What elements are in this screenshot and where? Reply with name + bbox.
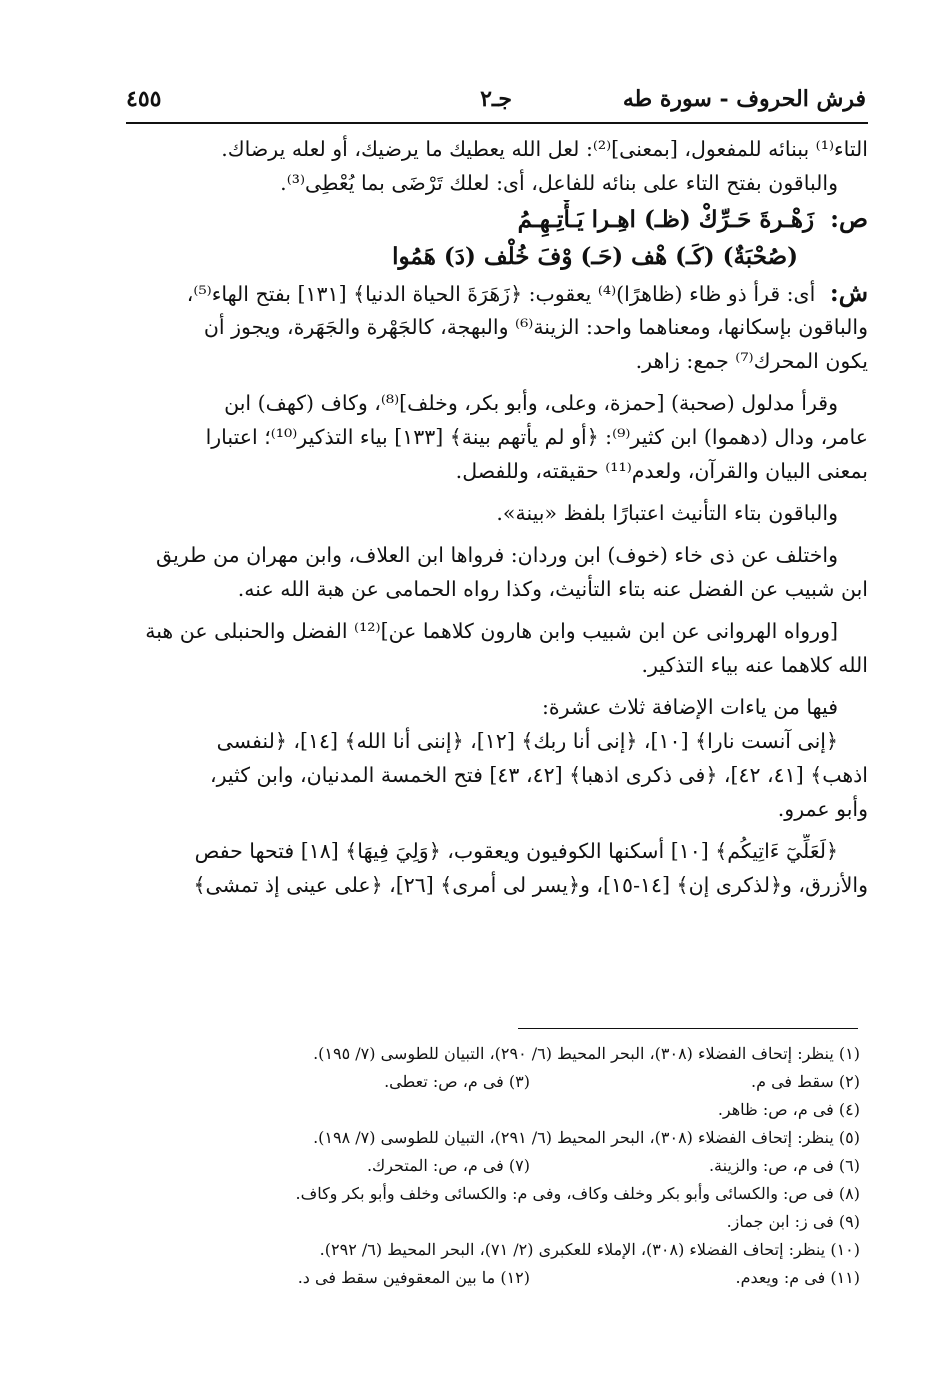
page-header	[126, 78, 866, 122]
text-line: عامر، ودال (دهموا) ابن كثير⁽⁹⁾: ﴿أو لم يأتهم بينة﴾ [١٣٣] بياء التذكير⁽¹⁰⁾؛ اعتبارا	[205, 425, 868, 449]
footnote: (٢) سقط فى م.	[750, 1072, 860, 1091]
text-line: [ورواه الهروانى عن ابن شبيب وابن هارون كلاهما عن]⁽¹²⁾ الفضل والحنبلى عن هبة	[145, 619, 838, 643]
footnote: (٧) فى م، ص: المتحرك.	[366, 1156, 530, 1175]
footnote: (٩) فى ز: ابن جماز.	[726, 1212, 860, 1231]
footnote: (٥) ينظر: إتحاف الفضلاء (٣٠٨)، البحر المحيط (٦/ ٢٩١)، التبيان للطوسى (٧/ ١٩٨).	[313, 1128, 860, 1147]
text-line: ﴿لَعَلِّيٓ ءَاتِيكُم﴾ [١٠] أسكنها الكوفيون ويعقوب، ﴿وَلِيَ فِيهَا﴾ [١٨] فتحها حفص	[194, 839, 838, 863]
footnote: (٣) فى م، ص: تعطى.	[384, 1072, 530, 1091]
text-line: بمعنى البيان والقرآن، ولعدم⁽¹¹⁾ حقيقته، وللفصل.	[455, 459, 868, 483]
text-line: فيها من ياءات الإضافة ثلاث عشرة:	[542, 695, 838, 719]
text-line: والأزرق، و﴿لذكرى إن﴾ [١٤-١٥]، و﴿يسر لى أمرى﴾ [٢٦]، ﴿على عينى إذ تمشى﴾	[193, 873, 868, 897]
text-line: والباقون بتاء التأنيث اعتبارًا بلفظ «بينة».	[496, 501, 838, 525]
footnote: (٨) فى ص: والكسائى وأبو بكر وخلف وكاف، وفى م: والكسائى وخلف وأبو بكر وكاف.	[295, 1184, 860, 1203]
text-line: وقرأ مدلول (صحبة) [حمزة، وعلى، وأبو بكر، وخلف]⁽⁸⁾، وكاف (كهف) ابن	[224, 391, 838, 415]
header-divider	[126, 122, 868, 124]
text-line: واختلف عن ذى خاء (خوف) ابن وردان: فرواها ابن العلاف، وابن مهران من طريق	[156, 543, 838, 567]
footnotes	[160, 1040, 860, 1292]
footnote-row	[160, 1264, 860, 1292]
running-title: فرش الحروف - سورة طه	[622, 86, 866, 112]
footnote-row	[160, 1152, 860, 1180]
footnote: (١) ينظر: إتحاف الفضلاء (٣٠٨)، البحر المحيط (٦/ ٢٩٠)، التبيان للطوسى (٧/ ١٩٥).	[313, 1044, 860, 1063]
verse-marker: ص:	[830, 204, 868, 233]
footnote: (٤) فى م، ص: ظاهر.	[717, 1100, 860, 1119]
text-line: ابن شبيب عن الفضل عنه بتاء التأنيث، وكذا رواه الحمامى عن هبة الله عنه.	[237, 577, 868, 601]
page-number: ٤٥٥	[126, 86, 162, 112]
footnote-row	[160, 1068, 860, 1096]
text-line: الله كلاهما عنه بياء التذكير.	[641, 653, 868, 677]
footnote: (١١) فى م: ويعدم.	[735, 1268, 860, 1287]
text-line: يكون المحرك⁽⁷⁾ جمع: زاهر.	[635, 349, 868, 373]
main-text	[128, 132, 868, 902]
footnote: (١٠) ينظر: إتحاف الفضلاء (٣٠٨)، الإملاء للعكبرى (٢/ ٧١)، البحر المحيط (٦/ ٢٩٢).	[319, 1240, 860, 1259]
verse-line: (صُحْبَةٌ) (كَـ) هْف (حَـ) وْفَ خُلْف (دَ) هَمُوا	[392, 243, 798, 270]
commentary-line	[128, 276, 868, 310]
footnote: (٦) فى م، ص: والزينة.	[708, 1156, 860, 1175]
commentary-marker: ش:	[829, 278, 868, 307]
text-line: ﴿إنى آنست نارا﴾ [١٠]، ﴿إنى أنا ربك﴾ [١٢]، ﴿إننى أنا الله﴾ [١٤]، ﴿لنفسى	[216, 729, 838, 753]
footnote-divider	[518, 1028, 858, 1029]
text-line: التاء⁽¹⁾ ببنائه للمفعول، [بمعنى]⁽²⁾: لعل الله يعطيك ما يرضيك، أو لعله يرضاك.	[221, 137, 868, 161]
text-line: والباقون بفتح التاء على بنائه للفاعل، أى: لعلك تَرْضَى بما يُعْطِى⁽³⁾.	[280, 171, 838, 195]
footnote: (١٢) ما بين المعقوفين سقط فى د.	[297, 1268, 530, 1287]
volume-label: جـ٢	[480, 86, 512, 112]
verse-text: زَهْـرةَ حَـرِّكْ (ظـ) اهِـرا يَـأْتِـهِـمُ	[517, 206, 815, 233]
commentary-text: أى: قرأ ذو ظاء (ظاهرًا)⁽⁴⁾ يعقوب: ﴿زَهَرَةَ الحياة الدنيا﴾ [١٣١] بفتح الهاء⁽⁵⁾،	[186, 282, 816, 306]
text-line: اذهب﴾ [٤١، ٤٢]، ﴿فى ذكرى اذهبا﴾ [٤٢، ٤٣] فتح الخمسة المدنيان، وابن كثير،	[209, 763, 868, 787]
verse-line	[128, 200, 868, 238]
text-line: والباقون بإسكانها، ومعناهما واحد: الزينة⁽⁶⁾ والبهجة، كالجَهْرة والجَهَرة، ويجوز أن	[203, 315, 868, 339]
text-line: وأبو عمرو.	[777, 797, 868, 821]
